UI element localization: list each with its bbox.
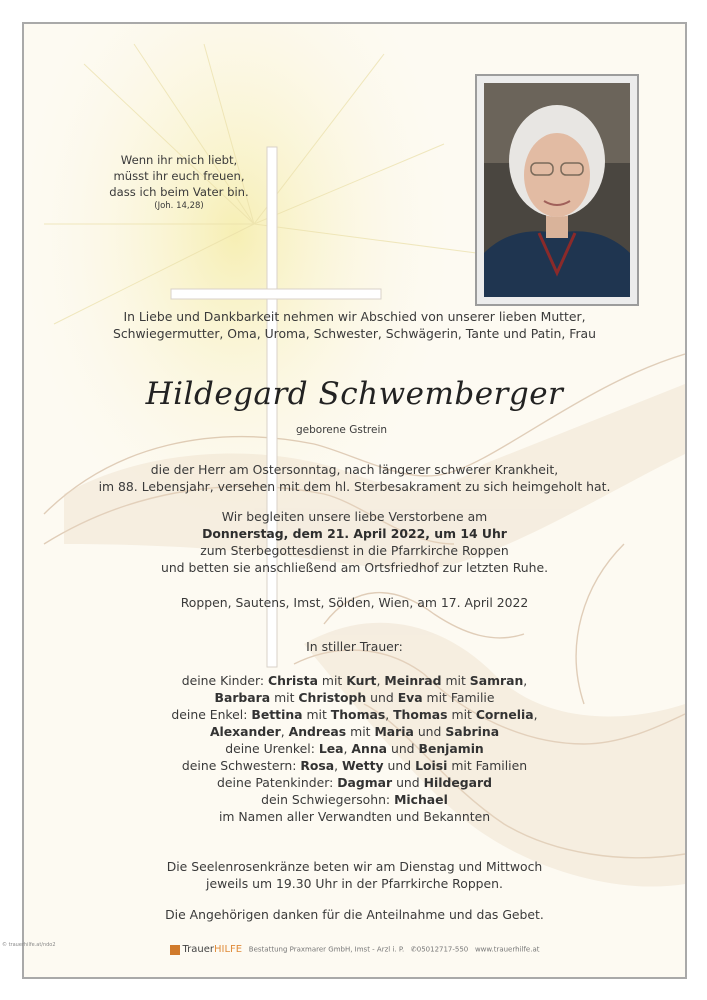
funeral-date: Donnerstag, dem 21. April 2022, um 14 Uhr [202,526,507,541]
family-member: Samran [469,673,524,688]
family-member: Thomas [330,707,386,722]
company-web[interactable]: www.trauerhilfe.at [474,945,540,954]
connector: und [396,775,420,790]
family-member: Lea [318,741,344,756]
family-member: Dagmar [337,775,393,790]
connector: und [387,758,412,773]
family-member: Sabrina [445,724,500,739]
family-member: Benjamin [418,741,484,756]
copyright: © trauerhilfe.at/ndo2 [2,942,56,948]
company-name: Bestattung Praxmarer GmbH, Imst - Arzl i. P. [248,945,405,954]
connector: und [417,724,442,739]
family-member: Wetty [342,758,384,773]
family-member: Thomas [393,707,448,722]
family-member: Cornelia [475,707,534,722]
family-schwestern: deine Schwestern: Rosa, Wetty und Loisi mit Familien [181,758,528,773]
brand-name: Trauer [182,944,214,955]
bible-quote [84,152,274,212]
place-date: Roppen, Sautens, Imst, Sölden, Wien, am 17. April 2022 [180,595,529,610]
quote-line: dass ich beim Vater bin. [109,185,249,199]
funeral-line: und betten sie anschließend am Ortsfriedhof zur letzten Ruhe. [160,560,549,575]
footer [24,944,685,955]
rosary-line: Die Seelenrosenkränze beten wir am Dienstag und Mittwoch [166,859,543,874]
family-schwiegersohn [24,791,685,808]
family-member: Eva [397,690,423,705]
trauerhilfe-logo-icon [170,945,180,955]
rosary-line: jeweils um 19.30 Uhr in der Pfarrkirche Roppen. [206,876,503,891]
family-label: deine Schwestern: [181,758,297,773]
family-member: Barbara [214,690,271,705]
brand-accent: HILFE [213,944,243,955]
family-member: Christa [268,673,318,688]
funeral-line: zum Sterbegottesdienst in die Pfarrkirche Roppen [200,543,509,558]
family-member: Bettina [251,707,303,722]
family-enkel: deine Enkel: Bettina mit Thomas, Thomas mit Cornelia, [171,707,538,722]
obituary-card [22,22,687,979]
family-member: Meinrad [384,673,442,688]
family-label: dein Schwiegersohn: [261,792,391,807]
quote-line: müsst ihr euch freuen, [113,169,245,183]
family-label: deine Kinder: [181,673,265,688]
family-label: deine Patenkinder: [217,775,334,790]
connector: mit [274,690,295,705]
family-member: Michael [394,792,448,807]
connector: mit [350,724,371,739]
connector: mit [451,707,472,722]
family-closing: im Namen aller Verwandten und Bekannten [218,809,491,824]
family-member: Kurt [346,673,377,688]
quote-line: Wenn ihr mich liebt, [120,153,238,167]
company-phone: 05012717-550 [416,945,469,954]
family-member: Loisi [415,758,448,773]
funeral-line: Wir begleiten unsere liebe Verstorbene am [221,509,488,524]
family-label: deine Urenkel: [225,741,315,756]
connector: mit [445,673,466,688]
connector: und [370,690,394,705]
birth-name: geborene Gstrein [296,424,388,436]
intro-line: In Liebe und Dankbarkeit nehmen wir Abschied von unserer lieben Mutter, [123,309,586,324]
family-member: Christoph [298,690,367,705]
intro-line: Schwiegermutter, Oma, Uroma, Schwester, Schwägerin, Tante und Patin, Frau [112,326,597,341]
connector: mit [321,673,343,688]
family-member: Hildegard [423,775,492,790]
family-kinder-2 [24,689,685,706]
connector: mit [306,707,327,722]
portrait-photo [475,74,639,306]
thanks-line: Die Angehörigen danken für die Anteilnahme und das Gebet. [165,907,544,922]
phone-icon: ✆ [410,945,417,954]
connector: mit Familien [451,758,528,773]
family-paten [24,774,685,791]
family-member: Andreas [288,724,347,739]
family-kinder: deine Kinder: Christa mit Kurt, Meinrad mit Samran, [181,673,528,688]
family-member: Maria [374,724,414,739]
family-urenkel: deine Urenkel: Lea, Anna und Benjamin [225,741,484,756]
family-enkel-2: Alexander, Andreas mit Maria und Sabrina [209,724,500,739]
mourning-label: In stiller Trauer: [306,639,403,654]
passing-line: die der Herr am Ostersonntag, nach längerer schwerer Krankheit, [150,462,559,477]
connector: mit Familie [426,690,495,705]
connector: und [390,741,415,756]
quote-source: (Joh. 14,28) [154,201,204,211]
family-member: Anna [351,741,388,756]
family-member: Rosa [300,758,335,773]
deceased-name: Hildegard Schwemberger [145,376,564,412]
family-member: Alexander [209,724,281,739]
passing-line: im 88. Lebensjahr, versehen mit dem hl. Sterbesakrament zu sich heimgeholt hat. [98,479,611,494]
family-label: deine Enkel: [171,707,248,722]
